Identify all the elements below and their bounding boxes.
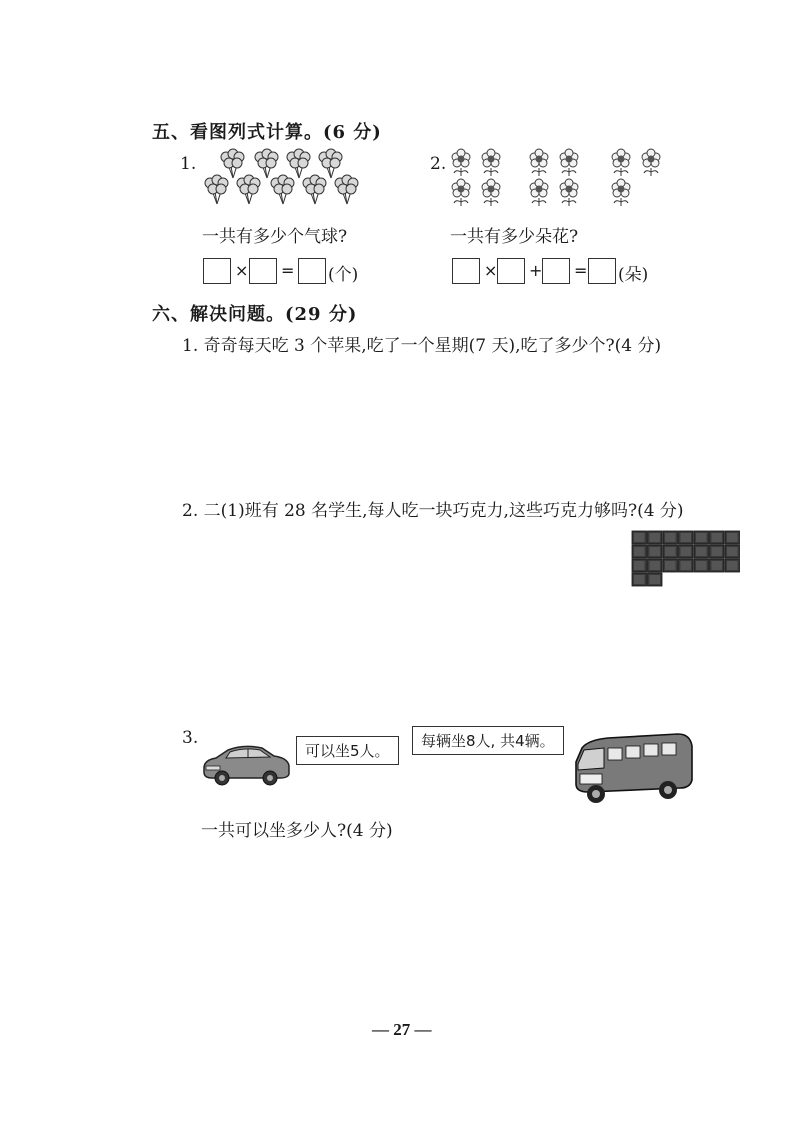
plus-sign: + [529, 261, 543, 280]
answer-box[interactable] [588, 258, 616, 284]
answer-box[interactable] [497, 258, 525, 284]
answer-box[interactable] [542, 258, 570, 284]
flower-icon [560, 149, 578, 176]
chocolate-piece-highlight [681, 561, 692, 570]
balloon-icon [319, 149, 342, 178]
q5-2-number: 2. [430, 154, 447, 174]
balloon-icon [237, 175, 260, 204]
q5-2-question: 一共有多少朵花? [450, 227, 579, 247]
chocolate-piece-highlight [634, 533, 645, 542]
multiply-sign: × [235, 261, 249, 280]
flower-groups-illustration [446, 148, 668, 210]
chocolate-piece-highlight [665, 561, 676, 570]
chocolate-piece-highlight [665, 547, 676, 556]
unit-label: (个) [328, 265, 359, 285]
chocolate-piece-highlight [650, 547, 661, 556]
section-6-title: 六、解决问题。(29 分) [152, 304, 358, 325]
chocolate-piece-highlight [727, 533, 738, 542]
chocolate-piece-highlight [650, 561, 661, 570]
balloon-icon [205, 175, 228, 204]
balloon-icon [335, 175, 358, 204]
balloon-icon [271, 175, 294, 204]
car-speech-bubble: 可以坐5人。 [296, 736, 399, 765]
q5-1-number: 1. [180, 154, 197, 174]
chocolate-piece-highlight [696, 547, 707, 556]
chocolate-piece-highlight [712, 561, 723, 570]
q6-3-question: 一共可以坐多少人?(4 分) [201, 821, 393, 841]
chocolate-piece-highlight [634, 575, 645, 584]
chocolate-piece-highlight [634, 547, 645, 556]
chocolate-piece-highlight [696, 561, 707, 570]
q5-1-question: 一共有多少个气球? [202, 227, 348, 247]
flower-icon [482, 179, 500, 206]
multiply-sign: × [484, 261, 498, 280]
chocolate-piece-highlight [650, 575, 661, 584]
answer-box[interactable] [203, 258, 231, 284]
flower-icon [482, 149, 500, 176]
section-5-title: 五、看图列式计算。(6 分) [152, 122, 382, 143]
flower-icon [612, 149, 630, 176]
flower-icon [530, 179, 548, 206]
answer-box[interactable] [249, 258, 277, 284]
q6-3-number: 3. [182, 728, 199, 748]
unit-label: (朵) [618, 265, 649, 285]
equals-sign: = [281, 261, 295, 280]
chocolate-piece-highlight [634, 561, 645, 570]
flower-icon [642, 149, 660, 176]
chocolate-piece-highlight [712, 533, 723, 542]
chocolate-piece-highlight [681, 533, 692, 542]
chocolate-piece-highlight [665, 533, 676, 542]
q6-2-text: 2. 二(1)班有 28 名学生,每人吃一块巧克力,这些巧克力够吗?(4 分) [182, 501, 684, 521]
chocolate-bar-illustration [630, 529, 740, 595]
flower-icon [452, 179, 470, 206]
balloon-icon [221, 149, 244, 178]
chocolate-piece-highlight [681, 547, 692, 556]
answer-box[interactable] [298, 258, 326, 284]
bus-speech-bubble: 每辆坐8人, 共4辆。 [412, 726, 564, 755]
chocolate-piece-highlight [696, 533, 707, 542]
chocolate-piece-highlight [727, 561, 738, 570]
balloon-bunches-illustration [198, 148, 363, 214]
chocolate-piece-highlight [727, 547, 738, 556]
car-icon [200, 738, 292, 788]
balloon-icon [303, 175, 326, 204]
flower-icon [530, 149, 548, 176]
balloon-icon [287, 149, 310, 178]
q6-1-text: 1. 奇奇每天吃 3 个苹果,吃了一个星期(7 天),吃了多少个?(4 分) [182, 336, 662, 356]
flower-icon [452, 149, 470, 176]
page-number: — 27 — [372, 1020, 432, 1039]
chocolate-piece-highlight [650, 533, 661, 542]
chocolate-piece-highlight [712, 547, 723, 556]
balloon-icon [255, 149, 278, 178]
equals-sign: = [574, 261, 588, 280]
flower-icon [612, 179, 630, 206]
bus-icon [568, 728, 698, 810]
flower-icon [560, 179, 578, 206]
answer-box[interactable] [452, 258, 480, 284]
